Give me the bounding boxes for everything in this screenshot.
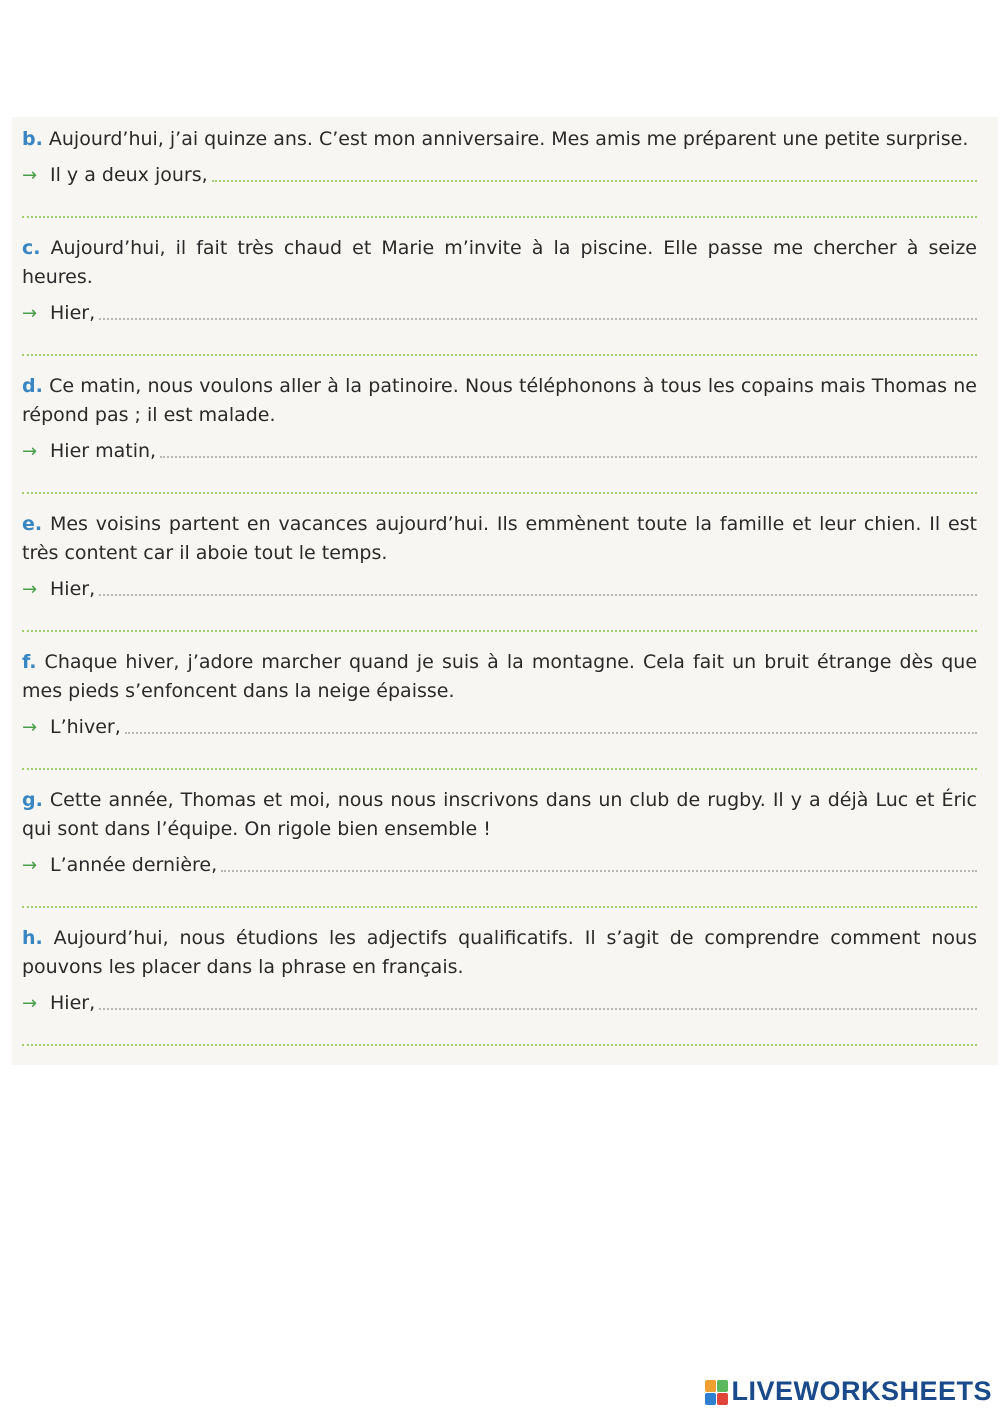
arrow-icon: →: [22, 993, 38, 1014]
exercise-sentence: Aujourd’hui, il fait très chaud et Marie m’invite à la piscine. Elle passe me chercher à seize heures.: [22, 237, 978, 288]
answer-line-2[interactable]: [22, 1042, 977, 1046]
exercise-letter: d.: [22, 375, 43, 397]
arrow-icon: →: [22, 855, 38, 876]
answer-line-2[interactable]: [22, 214, 977, 218]
exercise-letter: f.: [22, 651, 37, 673]
answer-prompt: L’année dernière,: [50, 854, 218, 876]
exercise-d: [22, 372, 977, 494]
answer-prompt: Hier,: [50, 302, 96, 324]
answer-dots[interactable]: [99, 592, 977, 596]
exercise-letter: g.: [22, 789, 43, 811]
exercise-letter: b.: [22, 128, 43, 150]
exercise-text: [22, 125, 977, 154]
exercise-sentence: Cette année, Thomas et moi, nous nous inscrivons dans un club de rugby. Il y a déjà Luc et Éric qui sont dans l’équipe. On rigole bien ensemble !: [22, 789, 977, 840]
exercise-b: [22, 125, 977, 218]
answer-dots[interactable]: [221, 868, 977, 872]
exercise-sentence: Aujourd’hui, j’ai quinze ans. C’est mon anniversaire. Mes amis me préparent une petite surprise.: [48, 128, 969, 150]
answer-line[interactable]: [22, 706, 977, 742]
exercise-text: [22, 924, 977, 982]
answer-dots[interactable]: [125, 730, 977, 734]
exercise-f: [22, 648, 977, 770]
answer-prompt: L’hiver,: [50, 716, 121, 738]
exercise-letter: e.: [22, 513, 43, 535]
arrow-icon: →: [22, 441, 38, 462]
answer-line[interactable]: [22, 982, 977, 1018]
answer-prompt: Hier,: [50, 992, 96, 1014]
exercise-text: [22, 648, 977, 706]
answer-dots[interactable]: [99, 1006, 977, 1010]
answer-dots[interactable]: [160, 454, 977, 458]
answer-line-2[interactable]: [22, 904, 977, 908]
answer-line[interactable]: [22, 568, 977, 604]
logo-square: [717, 1393, 728, 1405]
answer-line-2[interactable]: [22, 490, 977, 494]
answer-line-2[interactable]: [22, 628, 977, 632]
logo-square: [717, 1380, 728, 1392]
exercise-sentence: Chaque hiver, j’adore marcher quand je suis à la montagne. Cela fait un bruit étrange dès que mes pieds s’enfoncent dans la neige épaisse.: [22, 651, 978, 702]
exercise-c: [22, 234, 977, 356]
answer-line-2[interactable]: [22, 766, 977, 770]
exercise-sentence: Aujourd’hui, nous étudions les adjectifs qualificatifs. Il s’agit de comprendre comment nous pouvons les placer dans la phrase en français.: [22, 927, 977, 978]
answer-line[interactable]: [22, 292, 977, 328]
answer-line-2[interactable]: [22, 352, 977, 356]
exercise-text: [22, 234, 977, 292]
exercise-g: [22, 786, 977, 908]
answer-prompt: Il y a deux jours,: [50, 164, 208, 186]
exercise-letter: c.: [22, 237, 41, 259]
answer-line[interactable]: [22, 154, 977, 190]
arrow-icon: →: [22, 165, 38, 186]
answer-prompt: Hier,: [50, 578, 96, 600]
answer-line[interactable]: [22, 430, 977, 466]
exercise-sentence: Mes voisins partent en vacances aujourd’hui. Ils emmènent toute la famille et leur chien. Il est très content car il aboie tout le temps.: [22, 513, 977, 564]
exercise-sentence: Ce matin, nous voulons aller à la patinoire. Nous téléphonons à tous les copains mais Thomas ne répond pas ; il est malade.: [22, 375, 977, 426]
arrow-icon: →: [22, 717, 38, 738]
answer-dots[interactable]: [99, 316, 977, 320]
logo-icon: [705, 1380, 727, 1404]
liveworksheets-logo: [705, 1376, 992, 1407]
brand-name: LIVEWORKSHEETS: [731, 1376, 992, 1406]
arrow-icon: →: [22, 579, 38, 600]
logo-square: [705, 1393, 716, 1405]
exercise-h: [22, 924, 977, 1046]
answer-line[interactable]: [22, 844, 977, 880]
worksheet-scan: [12, 117, 998, 1065]
exercise-e: [22, 510, 977, 632]
exercise-text: [22, 510, 977, 568]
exercise-letter: h.: [22, 927, 43, 949]
logo-square: [705, 1380, 716, 1392]
exercise-text: [22, 786, 977, 844]
answer-dots[interactable]: [212, 178, 977, 182]
answer-prompt: Hier matin,: [50, 440, 157, 462]
arrow-icon: →: [22, 303, 38, 324]
exercise-text: [22, 372, 977, 430]
